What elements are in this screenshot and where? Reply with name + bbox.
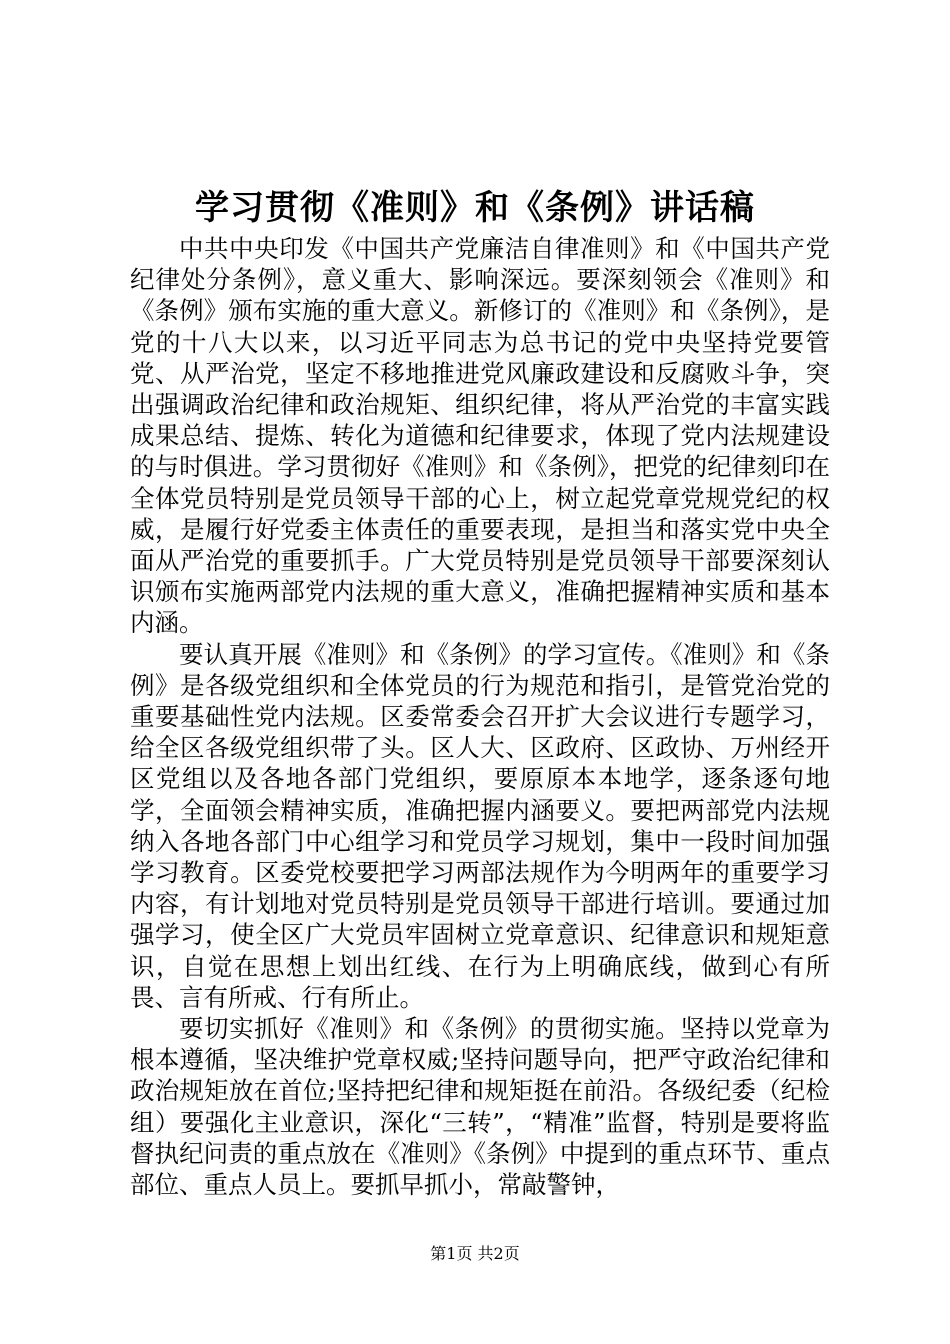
document-body [130, 233, 830, 1200]
paragraph-2: 要认真开展《准则》和《条例》的学习宣传。《准则》和《条例》是各级党组织和全体党员的行为规范和指引，是管党治党的重要基础性党内法规。区委常委会召开扩大会议进行专题学习，给全区各级党组织带了头。区人大、区政府、区政协、万州经开区党组以及各地各部门党组织，要原原本本地学，逐条逐句地学，全面领会精神实质，准确把握内涵要义。要把两部党内法规纳入各地各部门中心组学习和党员学习规划，集中一段时间加强学习教育。区委党校要把学习两部法规作为今明两年的重要学习内容，有计划地对党员特别是党员领导干部进行培训。要通过加强学习，使全区广大党员牢固树立党章意识、纪律意识和规矩意识，自觉在思想上划出红线、在行为上明确底线，做到心有所畏、言有所戒、行有所止。 [130, 639, 830, 1012]
page-footer: 第1页 共2页 [430, 1244, 520, 1263]
paragraph-1: 中共中央印发《中国共产党廉洁自律准则》和《中国共产党纪律处分条例》，意义重大、影响深远。要深刻领会《准则》和《条例》颁布实施的重大意义。新修订的《准则》和《条例》，是党的十八大以来，以习近平同志为总书记的党中央坚持党要管党、从严治党，坚定不移地推进党风廉政建设和反腐败斗争，突出强调政治纪律和政治规矩、组织纪律，将从严治党的丰富实践成果总结、提炼、转化为道德和纪律要求，体现了党内法规建设的与时俱进。学习贯彻好《准则》和《条例》，把党的纪律刻印在全体党员特别是党员领导干部的心上，树立起党章党规党纪的权威，是履行好党委主体责任的重要表现，是担当和落实党中央全面从严治党的重要抓手。广大党员特别是党员领导干部要深刻认识颁布实施两部党内法规的重大意义，准确把握精神实质和基本内涵。 [130, 234, 830, 638]
paragraph-3: 要切实抓好《准则》和《条例》的贯彻实施。坚持以党章为根本遵循，坚决维护党章权威;坚持问题导向，把严守政治纪律和政治规矩放在首位;坚持把纪律和规矩挺在前沿。各级纪委（纪检组）要强化主业意识，深化“三转”，“精准”监督，特别是要将监督执纪问责的重点放在《准则》《条例》中提到的重点环节、重点部位、重点人员上。要抓早抓小，常敲警钟， [130, 1014, 830, 1200]
document-title: 学习贯彻《准则》和《条例》讲话稿 [195, 188, 755, 228]
